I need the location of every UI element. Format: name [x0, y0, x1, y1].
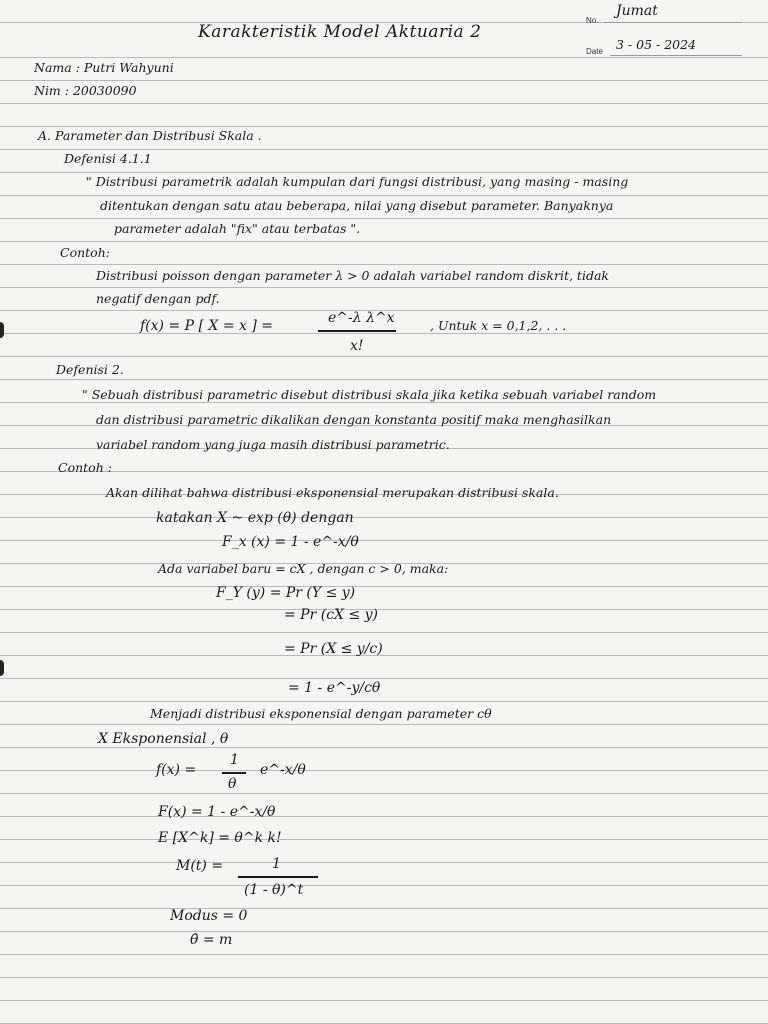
- example-2-line: = 1 - e^-y/cθ: [288, 680, 381, 696]
- example-2-line: = Pr (X ≤ y/c): [284, 641, 383, 657]
- example-2-line: Akan dilihat bahwa distribusi eksponensial merupakan distribusi skala.: [106, 485, 559, 500]
- example-1-line: negatif dengan pdf.: [96, 291, 220, 306]
- poisson-lhs: f(x) = P [ X = x ] =: [140, 318, 273, 334]
- section-heading: A. Parameter dan Distribusi Skala .: [38, 128, 262, 143]
- cdf-formula: F(x) = 1 - e^-x/θ: [158, 804, 276, 820]
- example-1-label: Contoh:: [60, 245, 110, 260]
- poisson-condition: , Untuk x = 0,1,2, . . .: [430, 318, 567, 333]
- student-nim: Nim : 20030090: [34, 83, 137, 98]
- poisson-denominator: x!: [350, 338, 364, 354]
- date-label: Date: [586, 47, 603, 56]
- estimator-formula: θ̂ = m: [190, 932, 233, 948]
- example-2-line: = Pr (cX ≤ y): [284, 607, 379, 623]
- fraction-bar: [238, 876, 318, 878]
- definition-2-line: dan distribusi parametric dikalikan dengan konstanta positif maka menghasilkan: [96, 412, 612, 427]
- definition-1-line: parameter adalah "fix" atau terbatas ".: [114, 221, 361, 236]
- student-name: Nama : Putri Wahyuni: [34, 60, 174, 75]
- no-underline: [604, 22, 742, 23]
- definition-1-line: " Distribusi parametrik adalah kumpulan dari fungsi distribusi, yang masing - masing: [86, 174, 629, 189]
- fraction-bar: [222, 772, 246, 774]
- pdf-lhs: f(x) =: [156, 762, 197, 778]
- mgf-lhs: M(t) =: [176, 858, 224, 874]
- day-value: Jumat: [616, 3, 658, 19]
- moment-formula: E [X^k] = θ^k k!: [158, 830, 282, 846]
- example-2-line: F_x (x) = 1 - e^-x/θ: [222, 534, 359, 550]
- page-title: Karakteristik Model Aktuaria 2: [198, 22, 482, 42]
- definition-2-line: " Sebuah distribusi parametric disebut distribusi skala jika ketika sebuah variabel random: [82, 387, 657, 402]
- definition-1-line: ditentukan dengan satu atau beberapa, nilai yang disebut parameter. Banyaknya: [100, 198, 614, 213]
- definition-2-title: Defenisi 2.: [56, 362, 124, 377]
- example-2-line: Menjadi distribusi eksponensial dengan parameter cθ: [150, 706, 492, 721]
- example-1-line: Distribusi poisson dengan parameter λ > 0 adalah variabel random diskrit, tidak: [96, 268, 609, 283]
- date-value: 3 - 05 - 2024: [616, 37, 697, 52]
- example-2-line: Ada variabel baru = cX , dengan c > 0, maka:: [158, 561, 449, 576]
- binder-hole: [0, 322, 4, 338]
- mode-formula: Modus = 0: [170, 908, 248, 924]
- exp-summary-title: X Eksponensial , θ: [98, 731, 229, 747]
- binder-hole: [0, 660, 4, 676]
- poisson-numerator: e^-λ λ^x: [328, 310, 395, 326]
- pdf-denominator: θ: [228, 776, 237, 792]
- mgf-denominator: (1 - θ)^t: [244, 882, 304, 898]
- pdf-rhs: e^-x/θ: [260, 762, 306, 778]
- example-2-line: F_Y (y) = Pr (Y ≤ y): [216, 585, 356, 601]
- definition-2-line: variabel random yang juga masih distribusi parametric.: [96, 437, 450, 452]
- example-2-label: Contoh :: [58, 460, 112, 475]
- pdf-numerator: 1: [230, 752, 239, 768]
- date-underline: [610, 55, 742, 56]
- mgf-numerator: 1: [272, 856, 281, 872]
- fraction-bar: [318, 330, 396, 332]
- definition-1-title: Defenisi 4.1.1: [64, 151, 152, 166]
- no-label: No.: [586, 16, 599, 25]
- example-2-line: katakan X ~ exp (θ) dengan: [156, 510, 354, 526]
